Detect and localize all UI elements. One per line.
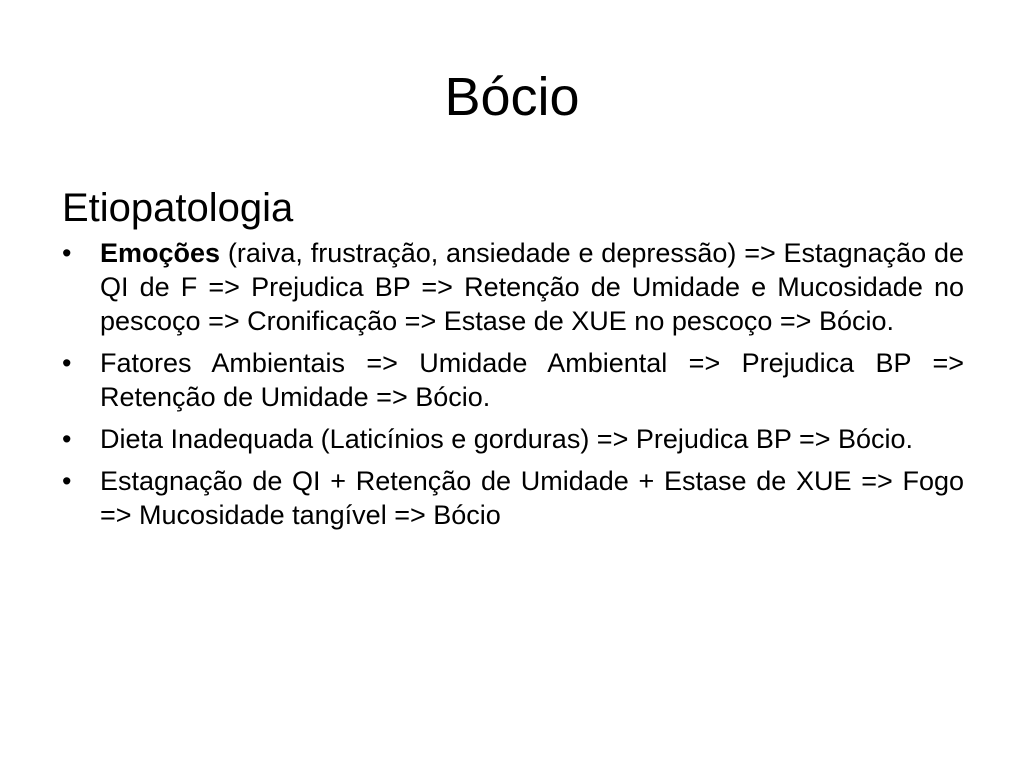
bullet-marker: •: [62, 466, 72, 496]
bullet-text: Estagnação de QI + Retenção de Umidade + Estase de XUE => Fogo => Mucosidade tangível => Bócio: [100, 466, 964, 530]
bullet-item-inadequate-diet: [62, 422, 964, 456]
slide-content: [62, 182, 964, 540]
bullet-list: [62, 236, 964, 532]
bullet-item-emotions: [62, 236, 964, 338]
bullet-text: Fatores Ambientais => Umidade Ambiental => Prejudica BP => Retenção de Umidade => Bócio.: [100, 348, 964, 412]
bullet-marker: •: [62, 348, 72, 378]
section-heading: Etiopatologia: [62, 186, 294, 230]
bullet-item-stagnation-summary: [62, 464, 964, 532]
bullet-item-environmental-factors: [62, 346, 964, 414]
bullet-text: (raiva, frustração, ansiedade e depressão) => Estagnação de QI de F => Prejudica BP => Retenção de Umidade e Mucosidade no pescoço => Cronificação => Estase de XUE no pescoço => Bócio.: [100, 238, 964, 336]
bullet-text: Dieta Inadequada (Laticínios e gorduras) => Prejudica BP => Bócio.: [100, 424, 914, 454]
bullet-strong-text: Emoções: [100, 238, 221, 268]
bullet-marker: •: [62, 238, 72, 268]
slide-title: Bócio: [444, 67, 580, 127]
bullet-marker: •: [62, 424, 72, 454]
